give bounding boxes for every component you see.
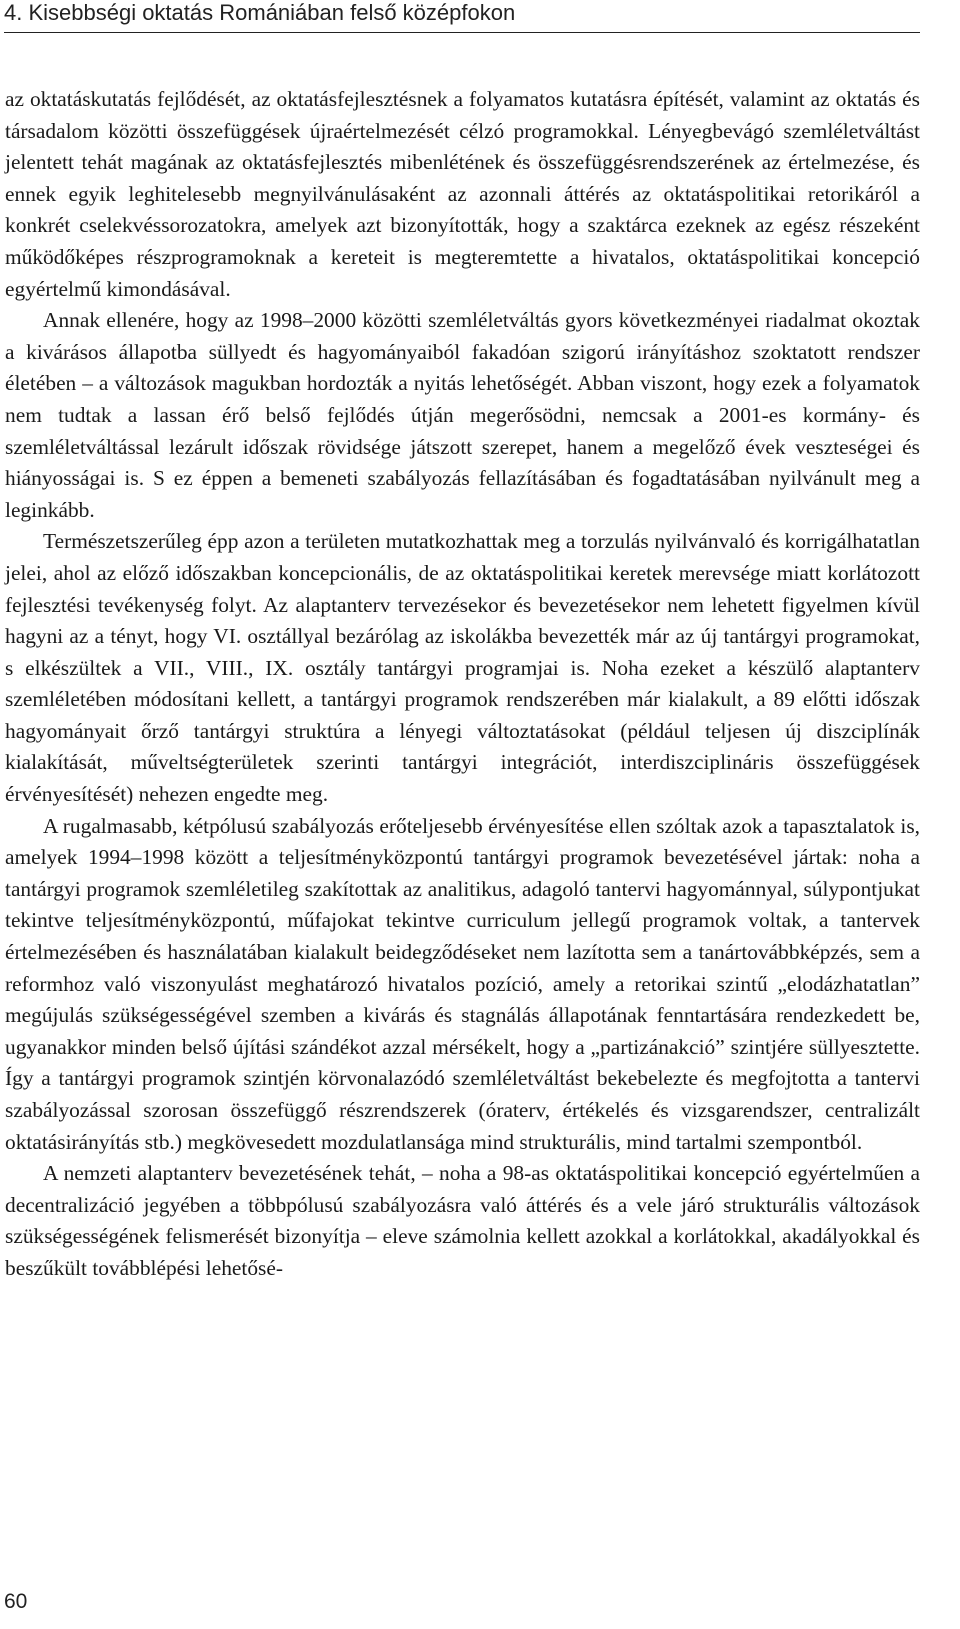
paragraph: Annak ellenére, hogy az 1998–2000 közötti szemléletváltás gyors következményei riadalmat okoztak a kivárásos állapotba süllyedt és hagyományaiból fakadóan szigorú irányításhoz szoktatott rendszer életében – a változások magukban hordozták a nyitás lehetőségét. Abban viszont, hogy ezek a folyamatok nem tudtak a lassan érő belső fejlődés útján megerősödni, nemcsak a 2001-es kormány- és szemléletváltással lezárult időszak rövidsége játszott szerepet, hanem a megelőző évek veszteségei és hiányosságai is. S ez éppen a bemeneti szabályozás fellazításában és fogadtatásában nyilvánult meg a leginkább. <box>5 308 920 522</box>
running-header <box>4 0 920 33</box>
paragraph: A nemzeti alaptanterv bevezetésének tehát, – noha a 98-as oktatáspolitikai koncepció egyértelműen a decentralizáció jegyében a többpólusú szabályozásra való áttérés és a vele járó strukturális változások szükségességének felismerését bizonyítja – eleve számolnia kellett azokkal a korlátokkal, akadályokkal és beszűkült továbblépési lehetősé- <box>5 1161 920 1280</box>
body-text <box>5 84 920 1285</box>
paragraph: A rugalmasabb, kétpólusú szabályozás erőteljesebb érvényesítése ellen szóltak azok a tapasztalatok is, amelyek 1994–1998 között a teljesítményközpontú tantárgyi programok bevezetésével jártak: noha a tantárgyi programok szemléletileg szakítottak az analitikus, adagoló tantervi hagyománnyal, súlypontjukat tekintve teljesítményközpontú, műfajokat tekintve curriculum jellegű programok voltak, a tantervek értelmezésében és használatában kialakult beidegződéseket nem lazította sem a tanártovábbképzés, sem a reformhoz való viszonyulást meghatározó hivatalos pozíció, amely a retorikai szintű „elodázhatatlan” megújulás szükségességével szemben a kivárás és stagnálás állapotának fenntartására rendezkedett be, ugyanakkor minden belső újítási szándékot azzal mérsékelt, hogy a „partizánakció” szintjére süllyesztette. Így a tantárgyi programok szintjén körvonalazódó szemléletváltást bekebelezte és megfojtotta a tantervi szabályozással szorosan összefüggő részrendszerek (óraterv, értékelés és vizsgarendszer, centralizált oktatásirányítás stb.) megkövesedett mozdulatlansága mind strukturális, mind tartalmi szempontból. <box>5 813 920 1154</box>
page-number: 60 <box>4 1590 28 1613</box>
paragraph: Természetszerűleg épp azon a területen mutatkozhattak meg a torzulás nyilvánvaló és korrigálhatatlan jelei, ahol az előző időszakban koncepcionális, de az oktatáspolitikai keretek merevsége miatt korlátozott fejlesztési tevékenység folyt. Az alaptanterv tervezésekor és bevezetésekor nem lehetett figyelmen kívül hagyni az a tényt, hogy VI. osztállyal bezárólag az iskolákba bevezették már az új tantárgyi programokat, s elkészültek a VII., VIII., IX. osztály tantárgyi programjai is. Noha ezeket a készülő alaptanterv szemléletében módosítani kellett, a tantárgyi programok rendszerében már kialakult, a 89 előtti időszak hagyományait őrző tantárgyi struktúra a lényegi változtatásokat (például teljesen új diszciplínák kialakítását, műveltségterületek szerinti tantárgyi integrációt, interdiszciplináris összefüggések érvényesítését) nehezen engedte meg. <box>5 529 920 807</box>
chapter-title: 4. Kisebbségi oktatás Romániában felső középfokon <box>4 0 516 25</box>
paragraph: az oktatáskutatás fejlődését, az oktatásfejlesztésnek a folyamatos kutatásra építését, valamint az oktatás és társadalom közötti összefüggések újraértelmezését célzó programokkal. Lényegbevágó szemléletváltást jelentett tehát magának az oktatásfejlesztés mibenlétének és összefüggésrendszerének az értelmezése, és ennek egyik leghitelesebb megnyilvánulásaként az azonnali áttérés az oktatáspolitikai retorikáról a konkrét cselekvéssorozatokra, amelyek azt bizonyították, hogy a szaktárca ezeknek az egész részeként működőképes részprogramoknak a kereteit is megteremtette a hivatalos, oktatáspolitikai koncepció egyértelmű kimondásával. <box>5 87 920 301</box>
